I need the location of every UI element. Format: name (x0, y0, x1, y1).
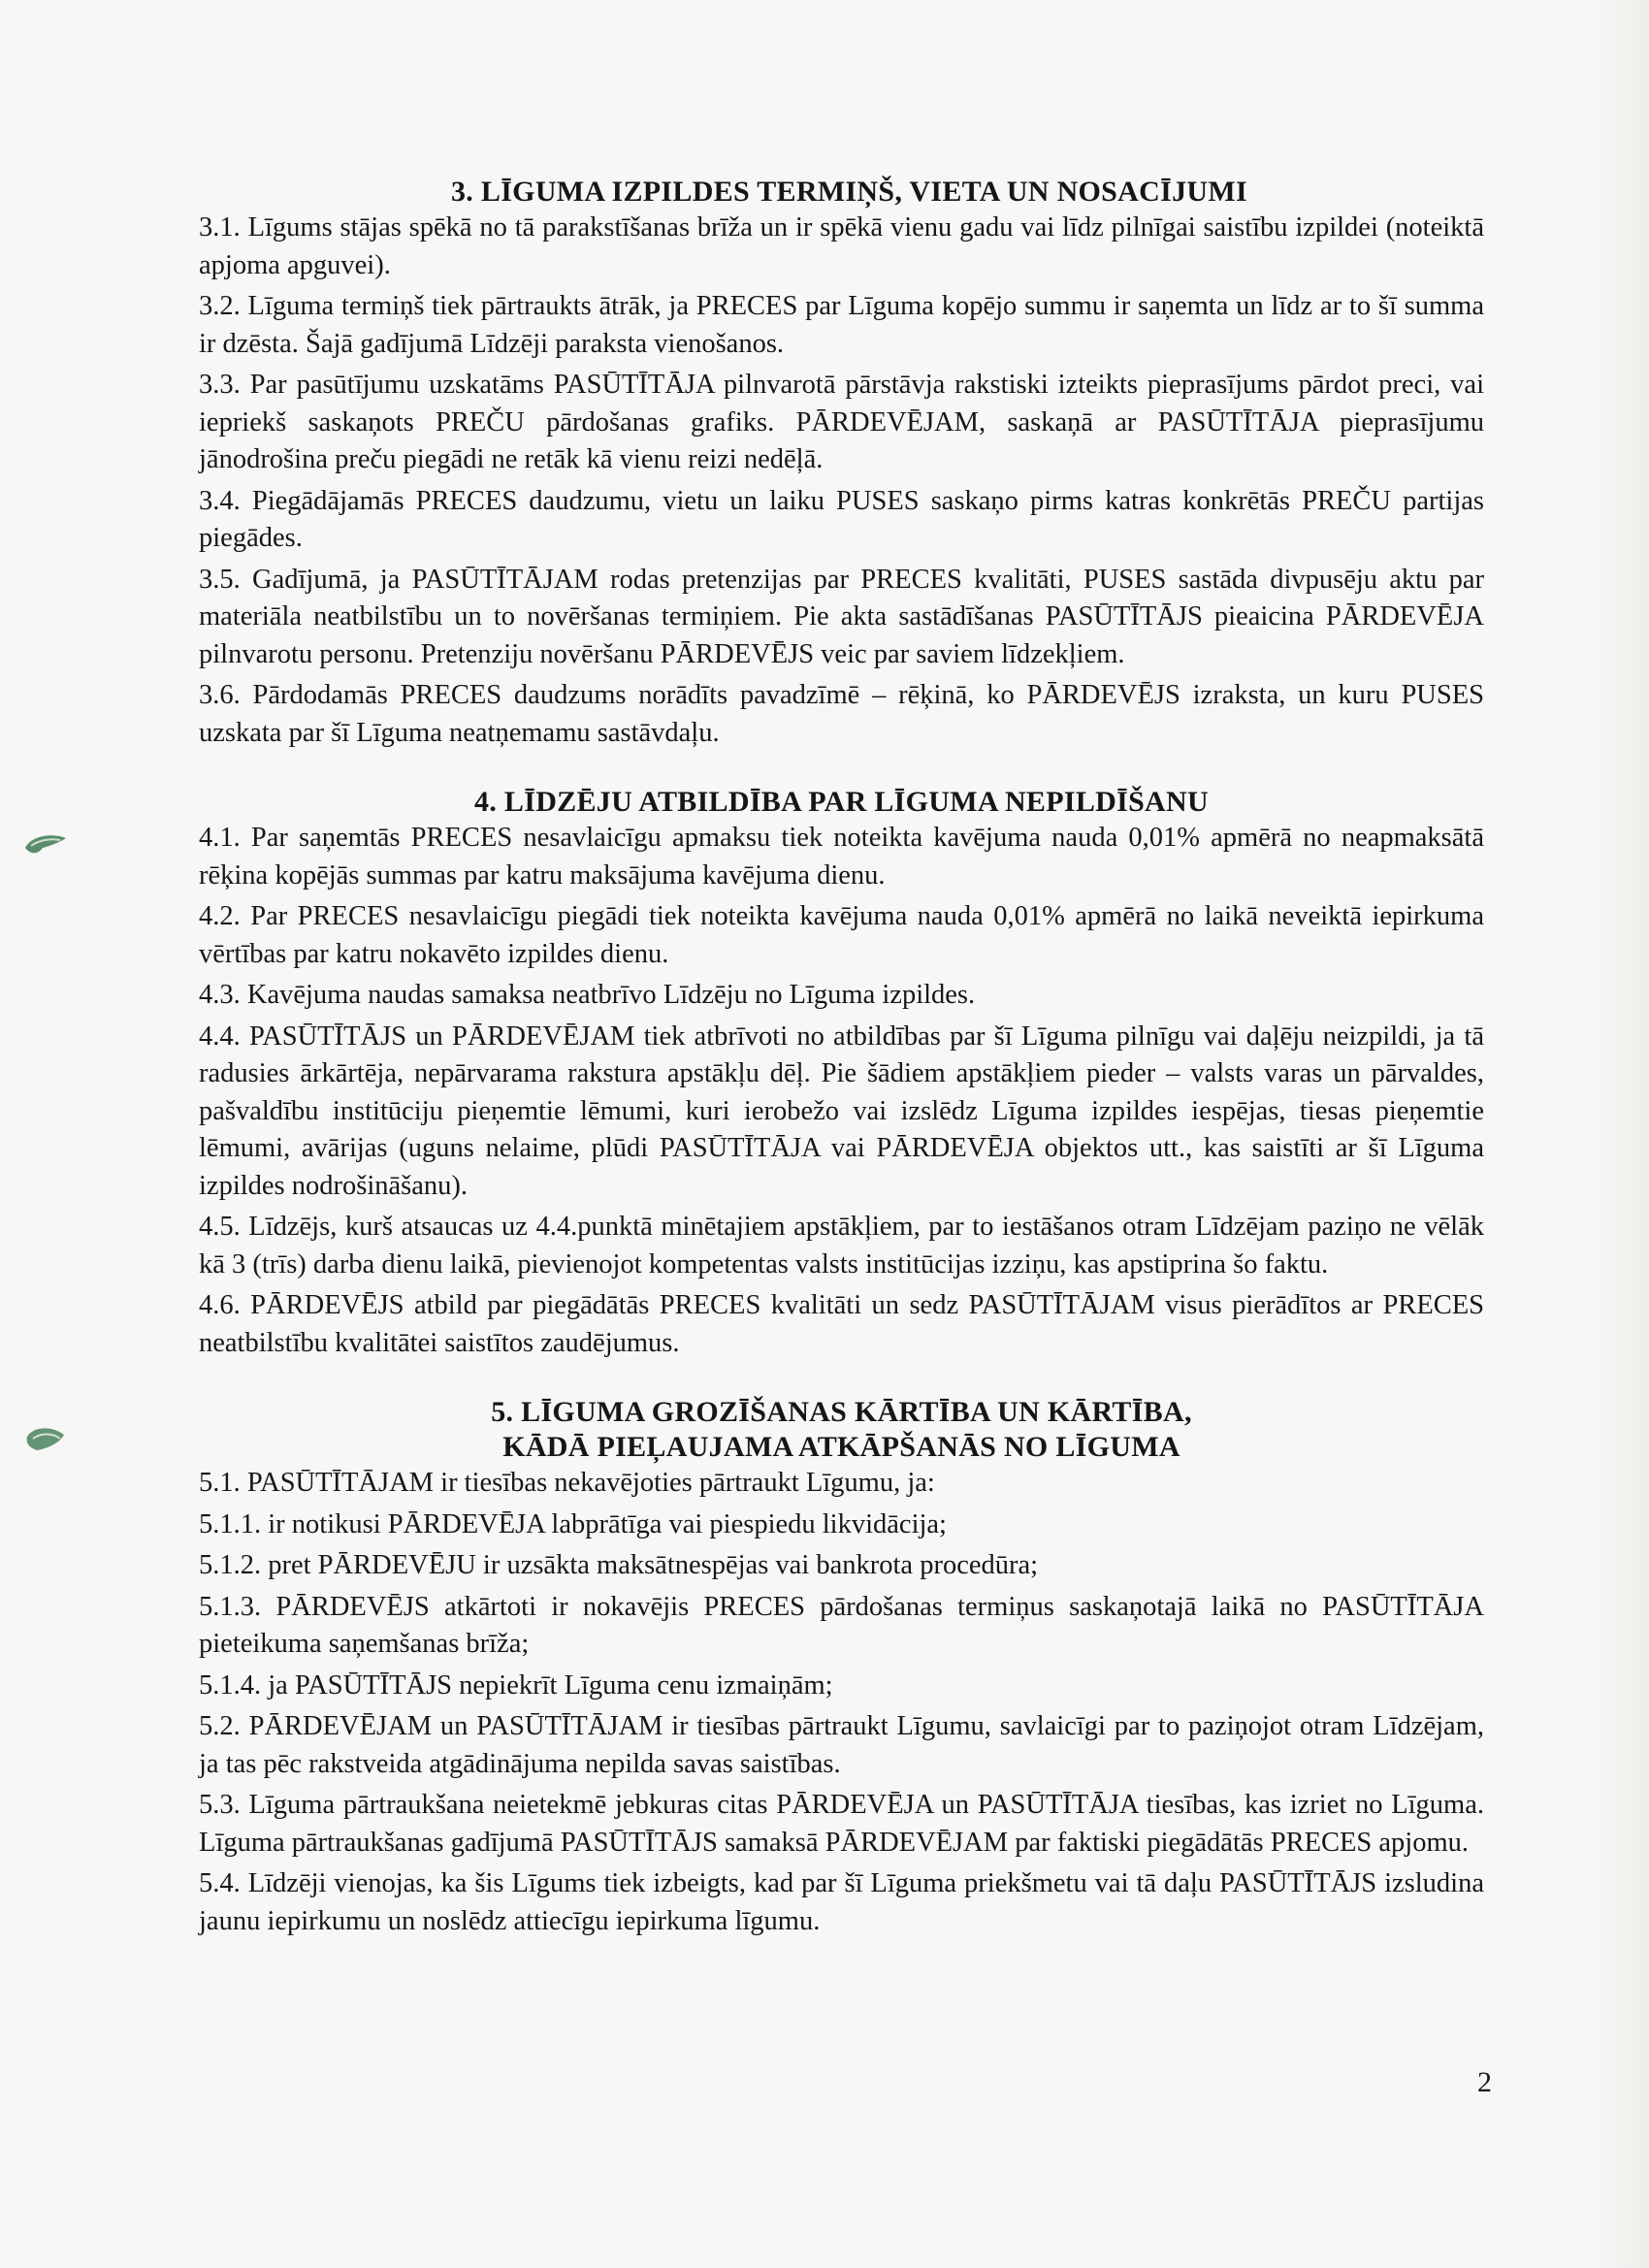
clause-4-1: 4.1. Par saņemtās PRECES nesavlaicīgu apmaksu tiek noteikta kavējuma nauda 0,01% apmērā no neapmaksātā rēķina kopējās summas par katru maksājuma kavējuma dienu. (199, 823, 1484, 891)
document-body (199, 175, 1484, 1944)
clause-5-3: 5.3. Līguma pārtraukšana neietekmē jebkuras citas PĀRDEVĒJA un PASŪTĪTĀJA tiesības, kas izriet no Līguma. Līguma pārtraukšanas gadījumā PASŪTĪTĀJS samaksā PĀRDEVĒJAM par faktiski piegādātās PRECES apjomu. (199, 1790, 1484, 1858)
page-edge-shadow (1591, 0, 1649, 2268)
clause-4-2: 4.2. Par PRECES nesavlaicīgu piegādi tiek noteikta kavējuma nauda 0,01% apmērā no laikā neveiktā iepirkuma vērtības par katru nokavēto izpildes dienu. (199, 901, 1484, 969)
clause-3-5: 3.5. Gadījumā, ja PASŪTĪTĀJAM rodas pretenzijas par PRECES kvalitāti, PUSES sastāda divpusēju aktu par materiāla neatbilstību un to novēršanas termiņiem. Pie akta sastādīšanas PASŪTĪTĀJS pieaicina PĀRDEVĒJA pilnvarotu personu. Pretenziju novēršanu PĀRDEVĒJS veic par saviem līdzekļiem. (199, 564, 1484, 669)
section-3-heading: 3. LĪGUMA IZPILDES TERMIŅŠ, VIETA UN NOSACĪJUMI (451, 176, 1247, 208)
clause-4-5: 4.5. Līdzējs, kurš atsaucas uz 4.4.punktā minētajiem apstākļiem, par to iestāšanos otram Līdzējam paziņo ne vēlāk kā 3 (trīs) darba dienu laikā, pievienojot kompetentas valsts institūcijas izziņu, kas apstiprina šo faktu. (199, 1212, 1484, 1280)
clause-5-4: 5.4. Līdzēji vienojas, ka šis Līgums tiek izbeigts, kad par šī Līguma priekšmetu vai tā daļu PASŪTĪTĀJS izsludina jaunu iepirkumu un noslēdz attiecīgu iepirkuma līgumu. (199, 1868, 1484, 1936)
clause-3-4: 3.4. Piegādājamās PRECES daudzumu, vietu un laiku PUSES saskaņo pirms katras konkrētās PREČU partijas piegādes. (199, 485, 1484, 553)
section-5-heading-line-1: 5. LĪGUMA GROZĪŠANAS KĀRTĪBA UN KĀRTĪBA, (491, 1396, 1192, 1428)
clause-5-1-4: 5.1.4. ja PASŪTĪTĀJS nepiekrīt Līguma cenu izmaiņām; (199, 1669, 833, 1701)
clause-5-1-1: 5.1.1. ir notikusi PĀRDEVĒJA labprātīga vai piespiedu likvidācija; (199, 1508, 947, 1539)
clause-5-1: 5.1. PASŪTĪTĀJAM ir tiesības nekavējoties pārtraukt Līgumu, ja: (199, 1468, 935, 1498)
clause-4-6: 4.6. PĀRDEVĒJS atbild par piegādātās PRECES kvalitāti un sedz PASŪTĪTĀJAM visus pierādītos ar PRECES neatbilstību kvalitātei saistītos zaudējumus. (199, 1290, 1484, 1358)
punch-hole-mark (21, 1421, 80, 1460)
section-5-heading-line-2: KĀDĀ PIEĻAUJAMA ATKĀPŠANĀS NO LĪGUMA (502, 1431, 1180, 1463)
clause-3-1: 3.1. Līgums stājas spēkā no tā parakstīšanas brīža un ir spēkā vienu gadu vai līdz pilnīgai saistību izpildei (noteiktā apjoma apguvei). (199, 212, 1484, 280)
clause-5-2: 5.2. PĀRDEVĒJAM un PASŪTĪTĀJAM ir tiesības pārtraukt Līgumu, savlaicīgi par to paziņojot otram Līdzējam, ja tas pēc rakstveida atgādinājuma nepilda savas saistības. (199, 1711, 1484, 1779)
clause-5-1-3: 5.1.3. PĀRDEVĒJS atkārtoti ir nokavējis PRECES pārdošanas termiņus saskaņotajā laikā no PASŪTĪTĀJA pieteikuma saņemšanas brīža; (199, 1591, 1484, 1659)
clause-4-4: 4.4. PASŪTĪTĀJS un PĀRDEVĒJAM tiek atbrīvoti no atbildības par šī Līguma pilnīgu vai daļēju neizpildi, ja tā radusies ārkārtēja, nepārvarama rakstura apstākļu dēļ. Pie šādiem apstākļiem pieder – valsts varas un pārvaldes, pašvaldību institūciju pieņemtie lēmumi, kuri ierobežo vai izslēdz Līguma izpildes iespējas, tiesas pieņemtie lēmumi, avārijas (uguns nelaime, plūdi PASŪTĪTĀJA vai PĀRDEVĒJA objektos utt., kas saistīti ar šī Līguma izpildes nodrošināšanu). (199, 1021, 1484, 1201)
clause-3-3: 3.3. Par pasūtījumu uzskatāms PASŪTĪTĀJA pilnvarotā pārstāvja rakstiski izteikts pieprasījums pārdot preci, vai iepriekš saskaņots PREČU pārdošanas grafiks. PĀRDEVĒJAM, saskaņā ar PASŪTĪTĀJA pieprasījumu jānodrošina preču piegādi ne retāk kā vienu reizi nedēļā. (199, 370, 1484, 474)
clause-5-1-2: 5.1.2. pret PĀRDEVĒJU ir uzsākta maksātnespējas vai bankrota procedūra; (199, 1550, 1039, 1580)
section-4-heading: 4. LĪDZĒJU ATBILDĪBA PAR LĪGUMA NEPILDĪŠANU (474, 786, 1209, 818)
clause-3-2: 3.2. Līguma termiņš tiek pārtraukts ātrāk, ja PRECES par Līguma kopējo summu ir saņemta un līdz ar to šī summa ir dzēsta. Šajā gadījumā Līdzēji paraksta vienošanos. (199, 291, 1484, 359)
punch-hole-mark (21, 826, 80, 865)
clause-3-6: 3.6. Pārdodamās PRECES daudzums norādīts pavadzīmē – rēķinā, ko PĀRDEVĒJS izraksta, un kuru PUSES uzskata par šī Līguma neatņemamu sastāvdaļu. (199, 680, 1484, 748)
clause-4-3: 4.3. Kavējuma naudas samaksa neatbrīvo Līdzēju no Līguma izpildes. (199, 980, 976, 1010)
page-number: 2 (1477, 2066, 1492, 2098)
